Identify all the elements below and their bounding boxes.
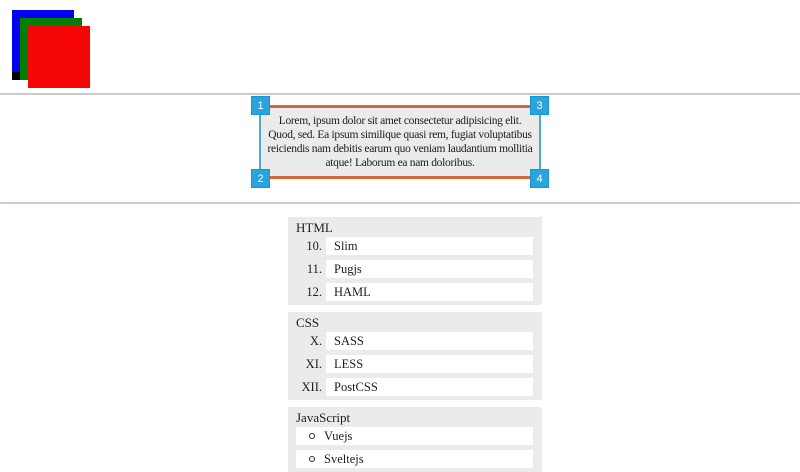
- corner-marker-3: 3: [530, 96, 549, 115]
- item-label: LESS: [326, 355, 533, 373]
- squares-section: [0, 0, 800, 93]
- item-label-text: Vuejs: [324, 428, 353, 443]
- item-label: Slim: [326, 237, 533, 255]
- lorem-box: [257, 99, 543, 185]
- list-panel-javascript: [288, 407, 542, 472]
- item-marker: XII.: [301, 379, 322, 394]
- list-item: [296, 355, 533, 373]
- list-item: [296, 427, 533, 445]
- lorem-line-3: reiciendis nam debitis earum quo veniam laudantium mollitia: [267, 143, 533, 155]
- red-square: [28, 26, 90, 88]
- list-panel-css: [288, 312, 542, 400]
- circle-bullet-icon: [309, 456, 315, 462]
- corner-marker-4: 4: [530, 169, 549, 188]
- section-divider: [0, 93, 800, 95]
- textbox-section: [0, 99, 800, 202]
- panel-title: JavaScript: [296, 410, 351, 425]
- item-marker: XI.: [305, 356, 322, 371]
- item-label-text: Sveltejs: [324, 451, 364, 466]
- corner-marker-1: 1: [251, 96, 270, 115]
- panel-title: HTML: [296, 220, 333, 235]
- list-item: [296, 378, 533, 396]
- item-label: Pugjs: [326, 260, 533, 278]
- corner-marker-2: 2: [251, 169, 270, 188]
- lorem-line-1: Lorem, ipsum dolor sit amet consectetur adipisicing elit.: [278, 115, 522, 127]
- list-item: [296, 260, 533, 278]
- circle-bullet-icon: [309, 433, 315, 439]
- item-marker: 12.: [306, 284, 322, 299]
- item-label: PostCSS: [326, 378, 533, 396]
- list-item: [296, 283, 533, 301]
- item-label: [296, 427, 533, 445]
- lists-section: [288, 217, 542, 472]
- item-label: [296, 450, 533, 468]
- item-marker: X.: [309, 333, 322, 348]
- section-divider: [0, 202, 800, 204]
- list-panel-html: [288, 217, 542, 305]
- lorem-line-4: atque! Laborum ea nam doloribus.: [325, 157, 475, 169]
- item-marker: 10.: [306, 238, 322, 253]
- list-item: [296, 332, 533, 350]
- item-label: SASS: [326, 332, 533, 350]
- list-item: [296, 237, 533, 255]
- list-item: [296, 450, 533, 468]
- item-label: HAML: [326, 283, 533, 301]
- lorem-line-2: Quod, sed. Ea ipsum similique quasi rem, fugiat voluptatibus: [268, 129, 532, 141]
- item-marker: 11.: [306, 261, 322, 276]
- panel-title: CSS: [296, 315, 320, 330]
